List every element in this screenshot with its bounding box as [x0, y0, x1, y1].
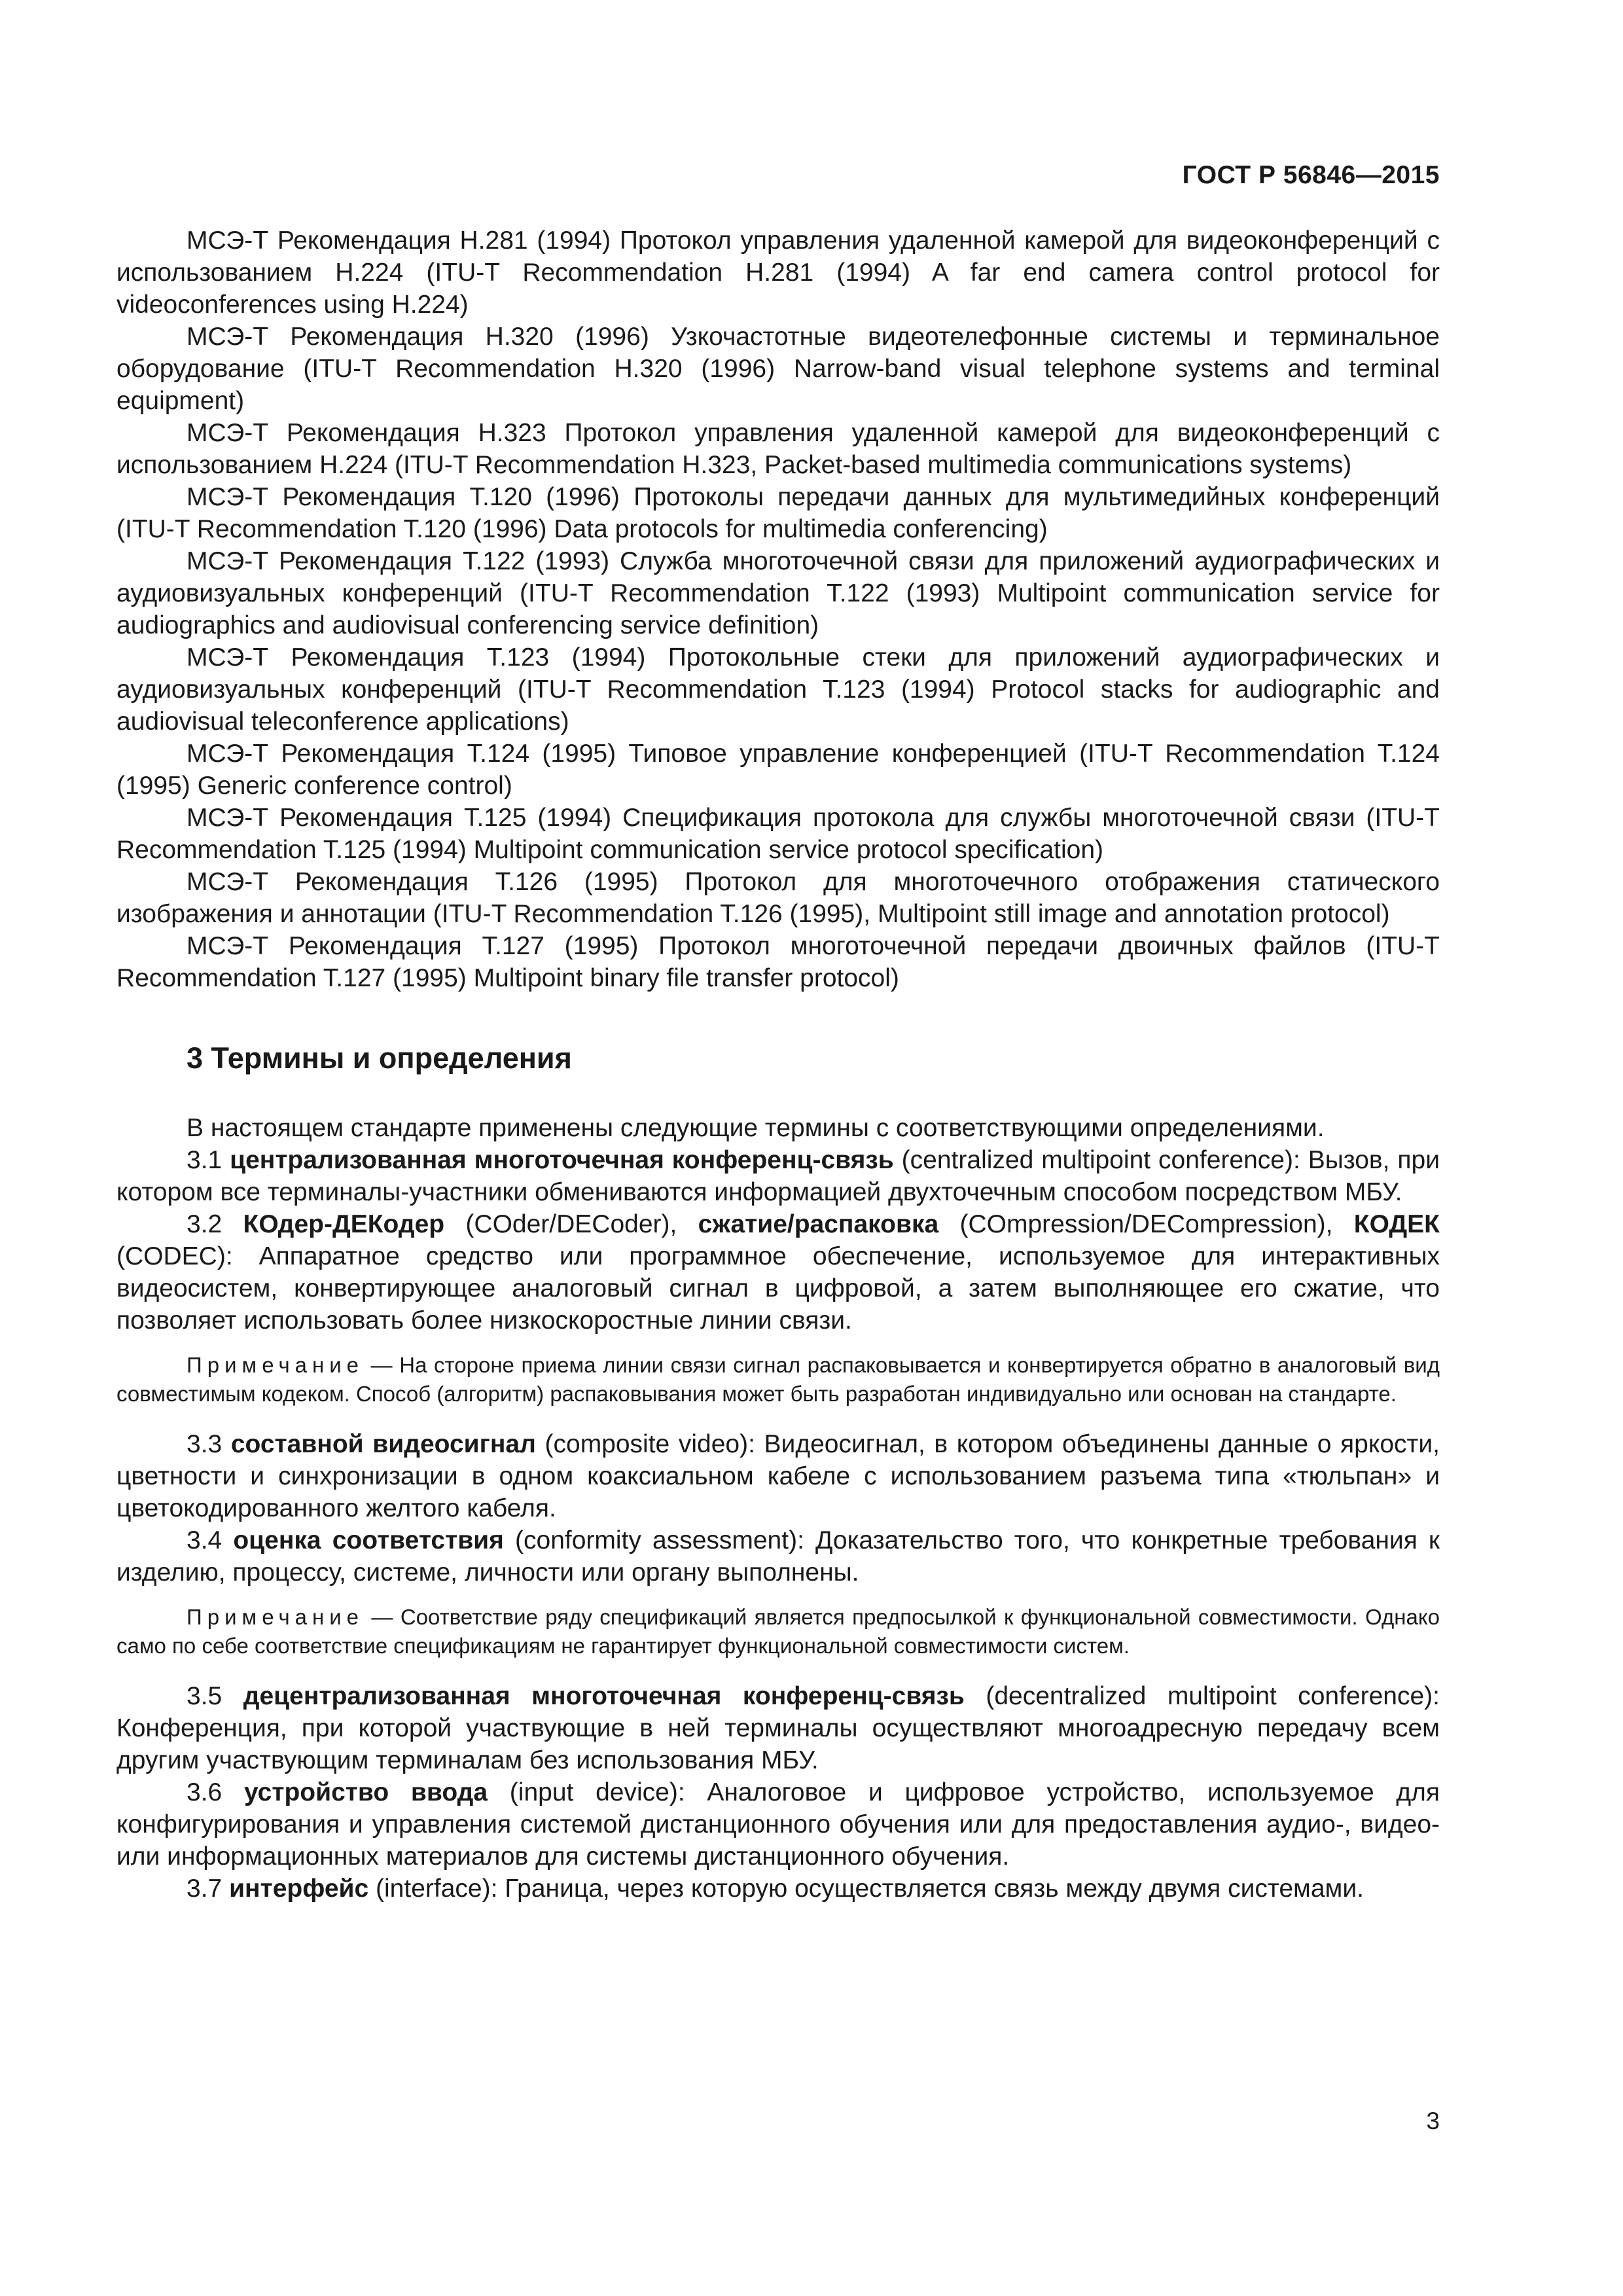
term-name: КОДЕК — [1353, 1210, 1440, 1238]
term-number: 3.4 — [187, 1526, 223, 1554]
term-3-7 — [116, 1873, 1440, 1905]
term-name: составной видеосигнал — [230, 1430, 536, 1458]
term-name: оценка соответствия — [233, 1526, 504, 1554]
section-intro: В настоящем стандарте применены следующие термины с соответствующими определениями. — [187, 1114, 1325, 1142]
page-content — [116, 224, 1440, 1905]
term-definition: (decentralized multipoint conference): Конференция, при которой участвующие в ней терминалы осуществляют многоадресную передачу всем другим участвующим терминалам без использования МБУ. — [116, 1682, 1440, 1774]
reference-item: МСЭ-Т Рекомендация H.281 (1994) Протокол управления удаленной камерой для видеоконференций с использованием H.224 (ITU-T Recommendation H.281 (1994) A far end camera control protocol for videoconferences using H.224) — [116, 226, 1440, 319]
term-definition: (CODEC): Аппаратное средство или программное обеспечение, используемое для интерактивных видеосистем, конвертирующее аналоговый сигнал в цифровой, а затем выполняющее его сжатие, что позволяет использовать более низкоскоростные линии связи. — [116, 1242, 1440, 1335]
reference-item: МСЭ-Т Рекомендация T.123 (1994) Протокольные стеки для приложений аудиографических и аудиовизуальных конференций (ITU-T Recommendation T.123 (1994) Protocol stacks for audiographic and audiovisual teleconference applications) — [116, 643, 1440, 736]
term-name: централизованная многоточечная конференц-связь — [230, 1146, 894, 1174]
term-number: 3.5 — [187, 1682, 223, 1710]
term-3-5 — [116, 1680, 1440, 1776]
term-name: интерфейс — [229, 1874, 369, 1903]
term-text: (COder/DECoder), — [444, 1210, 698, 1238]
note-label: Примечание — [187, 1353, 365, 1377]
reference-item: МСЭ-Т Рекомендация T.127 (1995) Протокол многоточечной передачи двоичных файлов (ITU-T Recommendation T.127 (1995) Multipoint binary file transfer protocol) — [116, 932, 1440, 992]
reference-item: МСЭ-Т Рекомендация H.320 (1996) Узкочастотные видеотелефонные системы и терминальное оборудование (ITU-T Recommendation H.320 (1996) Narrow-band visual telephone systems and terminal equipment) — [116, 323, 1440, 415]
term-definition: (conformity assessment): Доказательство того, что конкретные требования к изделию, процессу, системе, личности или органу выполнены. — [116, 1526, 1440, 1587]
note-text: — На стороне приема линии связи сигнал распаковывается и конвертируется обратно в аналоговый вид совместимым кодеком. Способ (алгоритм) распаковывания может быть разработан индивидуально или основан на стандарте. — [116, 1353, 1440, 1406]
term-definition: (centralized multipoint conference): Вызов, при котором все терминалы-участники обмениваются информацией двухточечным способом посредством МБУ. — [116, 1146, 1440, 1206]
term-name: децентрализованная многоточечная конференц-связь — [243, 1682, 965, 1710]
reference-item: МСЭ-Т Рекомендация T.122 (1993) Служба многоточечной связи для приложений аудиографических и аудиовизуальных конференций (ITU-T Recommendation T.122 (1993) Multipoint communication service for audiographics and audiovisual conferencing service definition) — [116, 547, 1440, 639]
reference-item: МСЭ-Т Рекомендация T.120 (1996) Протоколы передачи данных для мультимедийных конференций (ITU-T Recommendation T.120 (1996) Data protocols for multimedia conferencing) — [116, 483, 1440, 543]
term-3-4 — [116, 1524, 1440, 1588]
section-heading: 3 Термины и определения — [187, 1041, 572, 1075]
term-number: 3.6 — [187, 1778, 223, 1806]
term-number: 3.7 — [187, 1874, 223, 1903]
term-definition: (input device): Аналоговое и цифровое устройство, используемое для конфигурирования и управления системой дистанционного обучения или для предоставления аудио-, видео- или информационных материалов для системы дистанционного обучения. — [116, 1778, 1440, 1871]
term-3-6 — [116, 1776, 1440, 1873]
page-number: 3 — [1426, 2108, 1440, 2134]
term-number: 3.3 — [187, 1430, 223, 1458]
term-3-3 — [116, 1428, 1440, 1524]
standard-header: ГОСТ Р 56846—2015 — [1182, 161, 1440, 189]
term-3-2 — [116, 1208, 1440, 1336]
note-text: — Соответствие ряду спецификаций является предпосылкой к функциональной совместимости. Однако само по себе соответствие спецификациям не гарантирует функциональной совместимости систем. — [116, 1605, 1440, 1658]
note-1 — [116, 1351, 1440, 1408]
note-label: Примечание — [187, 1605, 365, 1629]
term-name: устройство ввода — [243, 1778, 488, 1806]
term-definition: (interface): Граница, через которую осуществляется связь между двумя системами. — [368, 1874, 1364, 1903]
references-list — [116, 224, 1440, 994]
reference-item: МСЭ-Т Рекомендация H.323 Протокол управления удаленной камерой для видеоконференций с использованием H.224 (ITU-T Recommendation H.323, Packet-based multimedia communications systems) — [116, 419, 1440, 479]
term-name: КОдер-ДЕКодер — [243, 1210, 445, 1238]
term-3-1 — [116, 1144, 1440, 1208]
reference-item: МСЭ-Т Рекомендация T.124 (1995) Типовое управление конференцией (ITU-T Recommendation T.124 (1995) Generic conference control) — [116, 740, 1440, 800]
term-number: 3.1 — [187, 1146, 223, 1174]
term-number: 3.2 — [187, 1210, 223, 1238]
term-definition: (composite video): Видеосигнал, в котором объединены данные о яркости, цветности и синхронизации в одном коаксиальном кабеле с использованием разъема типа «тюльпан» и цветокодированного желтого кабеля. — [116, 1430, 1440, 1522]
reference-item: МСЭ-Т Рекомендация T.125 (1994) Спецификация протокола для службы многоточечной связи (ITU-T Recommendation T.125 (1994) Multipoint communication service protocol specification) — [116, 804, 1440, 864]
reference-item: МСЭ-Т Рекомендация T.126 (1995) Протокол для многоточечного отображения статического изображения и аннотации (ITU-T Recommendation T.126 (1995), Multipoint still image and annotation protocol) — [116, 868, 1440, 928]
term-name: сжатие/распаковка — [698, 1210, 939, 1238]
term-text: (COmpression/DECompression), — [938, 1210, 1354, 1238]
note-2 — [116, 1603, 1440, 1660]
